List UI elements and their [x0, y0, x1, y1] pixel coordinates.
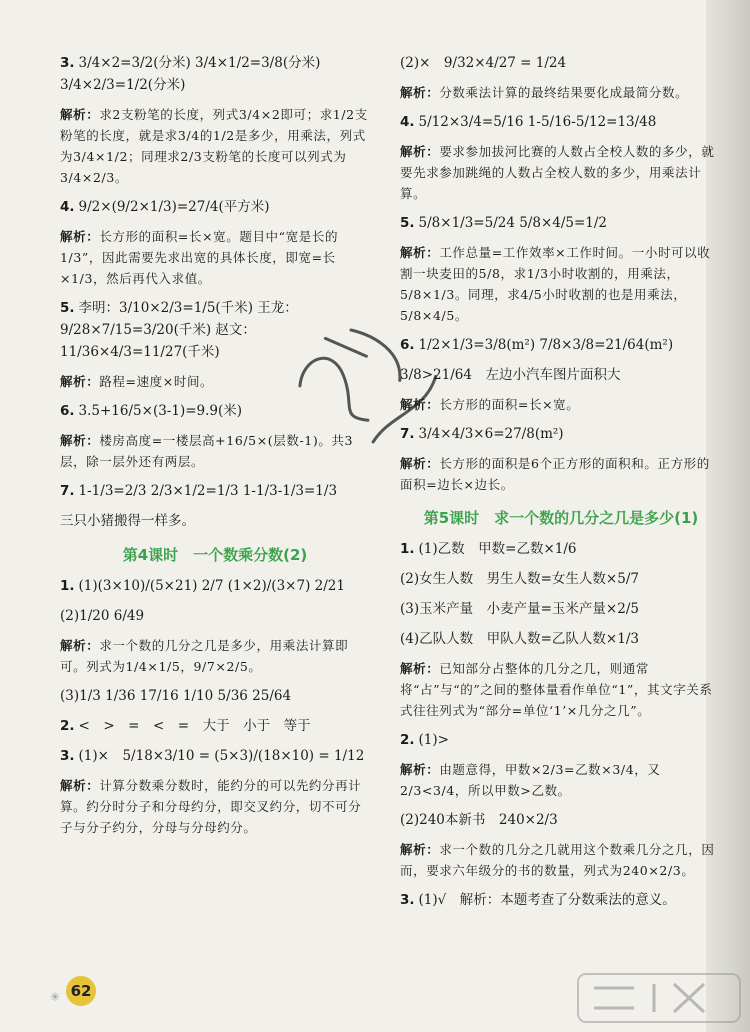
right-item-4: 4. 5/12×3/4=5/16 1-5/16-5/12=13/48: [400, 114, 657, 130]
left-explanation-5: 解析：路程=速度×时间。: [60, 374, 214, 389]
lesson5-explanation-1: 解析：已知部分占整体的几分之几，则通常将“占”与“的”之间的整体量看作单位“1”，其文字关系式往往列式为“部分=单位‘1’×几分之几”。: [400, 661, 713, 718]
right-explanation-4: 解析：要求参加拔河比赛的人数占全校人数的多少，就要先求参加跳绳的人数占全校人数的多少，用乘法计算。: [400, 144, 715, 201]
right-explanation-6: 解析：长方形的面积=长×宽。: [400, 397, 580, 412]
lesson4-item-1: 1. (1)(3×10)/(5×21) 2/7 (1×2)/(3×7) 2/21: [60, 578, 345, 594]
left-explanation-4: 解析：长方形的面积=长×宽。题目中“宽是长的1/3”，因此需要先求出宽的具体长度，即宽=长×1/3，然后再代入求值。: [60, 229, 339, 286]
lesson5-explanation-2-2: 解析：求一个数的几分之几就用这个数乘几分之几，因而，要求六年级分的书的数量，列式为240×2/3。: [400, 842, 715, 878]
left-item-3: 3. 3/4×2=3/2(分米) 3/4×1/2=3/8(分米) 3/4×2/3=1/2(分米): [60, 55, 321, 93]
section-title-lesson-5: 第5课时 求一个数的几分之几是多少(1): [423, 509, 699, 527]
left-item-7: 7. 1-1/3=2/3 2/3×1/2=1/3 1-1/3-1/3=1/3: [60, 483, 338, 499]
lesson4-item-1-2: (2)1/20 6/49: [60, 608, 145, 624]
lesson5-item-1-3: (3)玉米产量 小麦产量=玉米产量×2/5: [400, 601, 639, 617]
left-explanation-3: 解析：求2支粉笔的长度，列式3/4×2即可；求1/2支粉笔的长度，就是求3/4的1/2是多少，用乘法，列式为3/4×1/2；同理求2/3支粉笔的长度可以列式为3/4×2/3。: [60, 107, 368, 185]
lesson5-item-1-2: (2)女生人数 男生人数=女生人数×5/7: [400, 571, 639, 587]
left-item-6: 6. 3.5+16/5×(3-1)=9.9(米): [60, 403, 243, 419]
right-explanation-5: 解析：工作总量=工作效率×工作时间。一小时可以收割一块麦田的5/8，求1/3小时收割的，用乘法，5/8×1/3。同理，求4/5小时收割的也是用乘法，5/8×4/5。: [400, 245, 711, 323]
right-item-6: 6. 1/2×1/3=3/8(m²) 7/8×3/8=21/64(m²): [400, 337, 674, 353]
lesson5-explanation-2: 解析：由题意得，甲数×2/3=乙数×3/4，又2/3<3/4，所以甲数>乙数。: [400, 762, 661, 798]
left-item-7-answer: 三只小猪搬得一样多。: [60, 513, 195, 529]
lesson4-explanation-1: 解析：求一个数的几分之几是多少，用乘法计算即可。列式为1/4×1/5，9/7×2/5。: [60, 638, 349, 674]
star-icon: ✳: [50, 990, 61, 1004]
lesson5-item-1: 1. (1)乙数 甲数=乙数×1/6: [400, 541, 577, 557]
lesson4-item-3: 3. (1)× 5/18×3/10 = (5×3)/(18×10) = 1/12: [60, 748, 365, 764]
right-item-6-compare: 3/8>21/64 左边小汽车图片面积大: [400, 367, 621, 383]
lesson4-item-1-3: (3)1/3 1/36 17/16 1/10 5/36 25/64: [60, 688, 292, 704]
lesson5-item-3: 3. (1)√ 解析：本题考查了分数乘法的意义。: [400, 892, 676, 908]
right-item-7: 7. 3/4×4/3×6=27/8(m²): [400, 426, 564, 442]
right-explanation-3-2: 解析：分数乘法计算的最终结果要化成最简分数。: [400, 85, 689, 100]
left-item-4: 4. 9/2×(9/2×1/3)=27/4(平方米): [60, 199, 270, 215]
left-explanation-6: 解析：楼房高度=一楼层高+16/5×(层数-1)。共3层，除一层外还有两层。: [60, 433, 354, 469]
left-column: [60, 52, 370, 846]
right-column: [400, 52, 722, 919]
lesson5-item-2: 2. (1)>: [400, 732, 449, 748]
right-explanation-7: 解析：长方形的面积是6个正方形的面积和。正方形的面积=边长×边长。: [400, 456, 710, 492]
section-title-lesson-4: 第4课时 一个数乘分数(2): [122, 546, 308, 564]
page-number: 62: [66, 976, 96, 1006]
right-item-5: 5. 5/8×1/3=5/24 5/8×4/5=1/2: [400, 215, 608, 231]
lesson5-item-1-4: (4)乙队人数 甲队人数=乙队人数×1/3: [400, 631, 639, 647]
right-item-3-2: (2)× 9/32×4/27 = 1/24: [400, 55, 567, 71]
lesson4-explanation-3: 解析：计算分数乘分数时，能约分的可以先约分再计算。约分时分子和分母约分，即交叉约分，切不可分子与分子约分，分母与分母约分。: [60, 778, 362, 835]
lesson4-item-2: 2. < > = < = 大于 小于 等于: [60, 718, 311, 734]
left-item-5: 5. 李明：3/10×2/3=1/5(千米) 王龙：9/28×7/15=3/20(千米) 赵文：11/36×4/3=11/27(千米): [60, 300, 298, 360]
lesson5-item-2-2: (2)240本新书 240×2/3: [400, 812, 558, 828]
